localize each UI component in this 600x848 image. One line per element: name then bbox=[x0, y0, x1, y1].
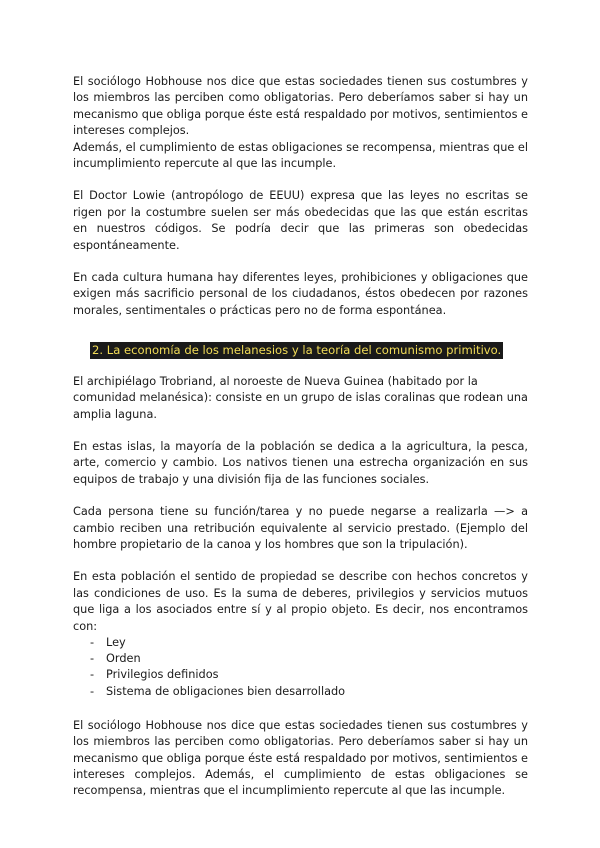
document-page bbox=[73, 74, 528, 800]
list-item-text: Privilegios definidos bbox=[106, 668, 219, 682]
section-heading-wrapper bbox=[90, 342, 528, 359]
obligations-list bbox=[73, 635, 528, 700]
paragraph-hobhouse: El sociólogo Hobhouse nos dice que estas sociedades tienen sus costumbres y los miembros las perciben como obligatorias. Pero deberíamos saber si hay un mecanismo que obliga porque éste está respaldado por motivos, sentimientos e intereses complejos. bbox=[73, 75, 528, 138]
list-item bbox=[73, 684, 528, 700]
paragraph-lowie: El Doctor Lowie (antropólogo de EEUU) expresa que las leyes no escritas se rigen por la costumbre suelen ser más obedecidas que las que están escritas en nuestros códigos. Se podría decir que las primeras son obedecidas espontáneamente. bbox=[73, 189, 528, 252]
section-heading: 2. La economía de los melanesios y la teoría del comunismo primitivo. bbox=[92, 343, 502, 358]
list-dash: - bbox=[90, 652, 95, 666]
paragraph-trobriand: El archipiélago Trobriand, al noroeste de Nueva Guinea (habitado por la comunidad melanésica): consiste en un grupo de islas coralinas que rodean una amplia laguna. bbox=[73, 374, 528, 421]
paragraph-poblacion: En estas islas, la mayoría de la población se dedica a la agricultura, la pesca, arte, comercio y cambio. Los nativos tienen una estrecha organización en sus equipos de trabajo y una división fija de las funciones sociales. bbox=[73, 439, 528, 486]
list-item-text: Sistema de obligaciones bien desarrollado bbox=[106, 684, 346, 698]
list-item bbox=[73, 635, 528, 651]
paragraph-hobhouse-repeat: El sociólogo Hobhouse nos dice que estas sociedades tienen sus costumbres y los miembros las perciben como obligatorias. Pero deberíamos saber si hay un mecanismo que obliga porque éste está respaldado por motivos, sentimientos e intereses complejos. Además, el cumplimiento de estas obligaciones se recompensa, mientras que el incumplimiento repercute al que las incumple. bbox=[73, 718, 528, 798]
paragraph-cultura: En cada cultura humana hay diferentes leyes, prohibiciones y obligaciones que exigen más sacrificio personal de los ciudadanos, éstos obedecen por razones morales, sentimentales o prácticas pero no de forma espontánea. bbox=[73, 271, 528, 317]
list-dash: - bbox=[90, 668, 95, 682]
paragraph-propiedad: En esta población el sentido de propiedad se describe con hechos concretos y las condiciones de uso. Es la suma de deberes, privilegios y servicios mutuos que liga a los asociados entre sí y al propio objeto. Es decir, nos encontramos con: bbox=[73, 570, 528, 633]
list-item bbox=[73, 651, 528, 667]
list-dash: - bbox=[90, 635, 95, 649]
list-dash: - bbox=[90, 684, 95, 698]
list-item-text: Orden bbox=[106, 652, 141, 666]
list-item bbox=[73, 667, 528, 683]
list-item-text: Ley bbox=[106, 635, 126, 649]
paragraph-funcion: Cada persona tiene su función/tarea y no puede negarse a realizarla —> a cambio reciben una retribución equivalente al servicio prestado. (Ejemplo del hombre propietario de la canoa y los hombres que son la tripulación). bbox=[73, 505, 528, 551]
paragraph-cumplimiento: Además, el cumplimiento de estas obligaciones se recompensa, mientras que el incumplimiento repercute al que las incumple. bbox=[73, 140, 528, 171]
